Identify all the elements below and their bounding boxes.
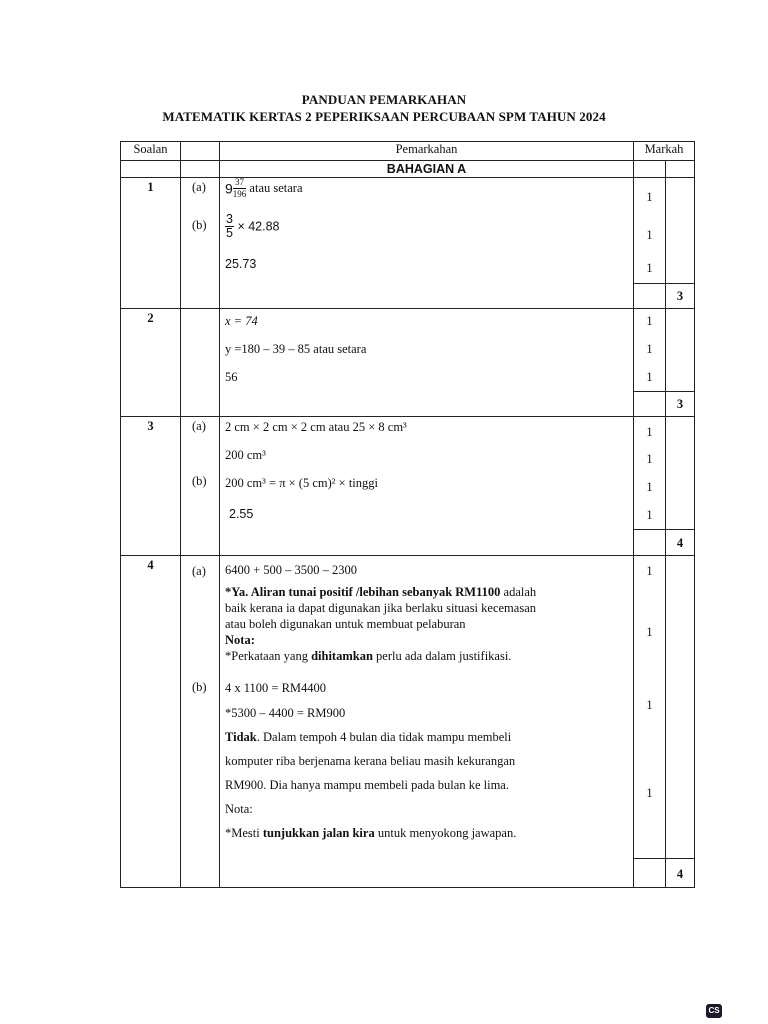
answer-line: RM900. Dia hanya mampu membeli pada bulan ke lima.: [225, 778, 509, 792]
answer-line: baik kerana ia dapat digunakan jika berlaku situasi kecemasan: [225, 601, 536, 615]
camscanner-logo-icon: CS: [706, 1004, 722, 1018]
answer-line: *Ya. Aliran tunai positif /lebihan sebanyak RM1100 adalah: [225, 585, 537, 599]
answer-line: $\frac{3}{5}$ × 42.88: [226, 212, 280, 241]
title-line-2: MATEMATIK KERTAS 2 PEPERIKSAAN PERCUBAAN SPM TAHUN 2024: [162, 109, 606, 124]
q1-total-cell: [666, 284, 695, 309]
mark-value: 1: [646, 698, 653, 712]
part-label: (a): [192, 419, 206, 433]
answer-line: 2.55: [229, 507, 254, 521]
note-label: Nota:: [225, 802, 253, 816]
answer-line: Tidak. Dalam tempoh 4 bulan dia tidak mampu membeli: [225, 730, 512, 744]
fraction: $\frac{37}{196}$: [232, 177, 247, 199]
note-text: *Mesti tunjukkan jalan kira untuk menyokong jawapan.: [225, 826, 517, 840]
mark-value: 1: [646, 342, 653, 356]
mark-value: 1: [646, 190, 653, 204]
marking-table: [120, 141, 695, 888]
q3-parts-cell: [181, 417, 220, 556]
q2-number-cell: [121, 309, 181, 417]
answer-line: y =180 – 39 – 85 atau setara: [225, 342, 367, 356]
mark-value: 1: [646, 508, 653, 522]
q4-marks-cell: [634, 556, 666, 859]
mark-value: 1: [646, 370, 653, 384]
answer-line: 9 $\frac{37}{196}$ atau setara: [225, 177, 303, 199]
question-number: 3: [147, 419, 154, 433]
q2-total-cell: [666, 392, 695, 417]
answer-line: 4 x 1100 = RM4400: [225, 681, 327, 695]
total-mark: 3: [676, 397, 684, 411]
title-line-1: PANDUAN PEMARKAHAN: [301, 92, 467, 107]
q1-parts-cell: [181, 178, 220, 309]
fraction: $\frac{3}{5}$: [226, 212, 233, 241]
question-number: 2: [147, 311, 154, 325]
q4-working-cell: [220, 556, 634, 888]
total-mark: 3: [676, 289, 684, 303]
q1-working-cell: [220, 178, 634, 309]
q3-total-cell: [666, 530, 695, 556]
answer-line: 200 cm³ = π × (5 cm)² × tinggi: [225, 476, 378, 490]
mark-value: 1: [646, 261, 653, 275]
q1-number-cell: [121, 178, 181, 309]
mark-value: 1: [646, 314, 653, 328]
part-label: (a): [192, 180, 206, 194]
answer-line: 56: [225, 370, 238, 384]
answer-line: 25.73: [225, 257, 257, 271]
q3-marks-cell: [634, 417, 666, 530]
q2-working-cell: [220, 309, 634, 417]
part-label: (b): [192, 218, 207, 232]
answer-line: 2 cm × 2 cm × 2 cm atau 25 × 8 cm³: [225, 420, 407, 434]
q3-number-cell: [121, 417, 181, 556]
header-pemarkahan: Pemarkahan: [220, 142, 634, 161]
q2-marks-cell: [634, 309, 666, 392]
part-label: (b): [192, 680, 207, 694]
answer-line: 6400 + 500 – 3500 – 2300: [225, 563, 358, 577]
note-text: *Perkataan yang dihitamkan perlu ada dalam justifikasi.: [225, 649, 512, 663]
answer-line: x = 74: [225, 314, 258, 328]
answer-line: 200 cm³: [225, 448, 266, 462]
mark-value: 1: [646, 564, 653, 578]
mark-value: 1: [646, 786, 653, 800]
q1-marks-cell: [634, 178, 666, 284]
answer-line: *5300 – 4400 = RM900: [225, 706, 346, 720]
answer-line: komputer riba berjenama kerana beliau masih kekurangan: [225, 754, 516, 768]
question-number: 1: [147, 180, 154, 194]
mark-value: 1: [646, 425, 653, 439]
mark-value: 1: [646, 228, 653, 242]
part-label: (a): [192, 564, 206, 578]
q4-number-cell: [121, 556, 181, 888]
answer-line: atau boleh digunakan untuk membuat pelaburan: [225, 617, 466, 631]
question-number: 4: [147, 558, 154, 572]
mark-value: 1: [646, 452, 653, 466]
mark-value: 1: [646, 480, 653, 494]
section-label: BAHAGIAN A: [220, 161, 634, 178]
q4-parts-cell: [181, 556, 220, 888]
part-label: (b): [192, 474, 207, 488]
header-markah: Markah: [634, 142, 695, 161]
q3-working-cell: [220, 417, 634, 556]
header-soalan: Soalan: [121, 142, 181, 161]
header-blank: [181, 142, 220, 161]
mark-value: 1: [646, 625, 653, 639]
total-mark: 4: [676, 536, 684, 550]
q4-total-cell: [666, 859, 695, 888]
note-label: Nota:: [225, 633, 255, 647]
total-mark: 4: [676, 867, 684, 881]
